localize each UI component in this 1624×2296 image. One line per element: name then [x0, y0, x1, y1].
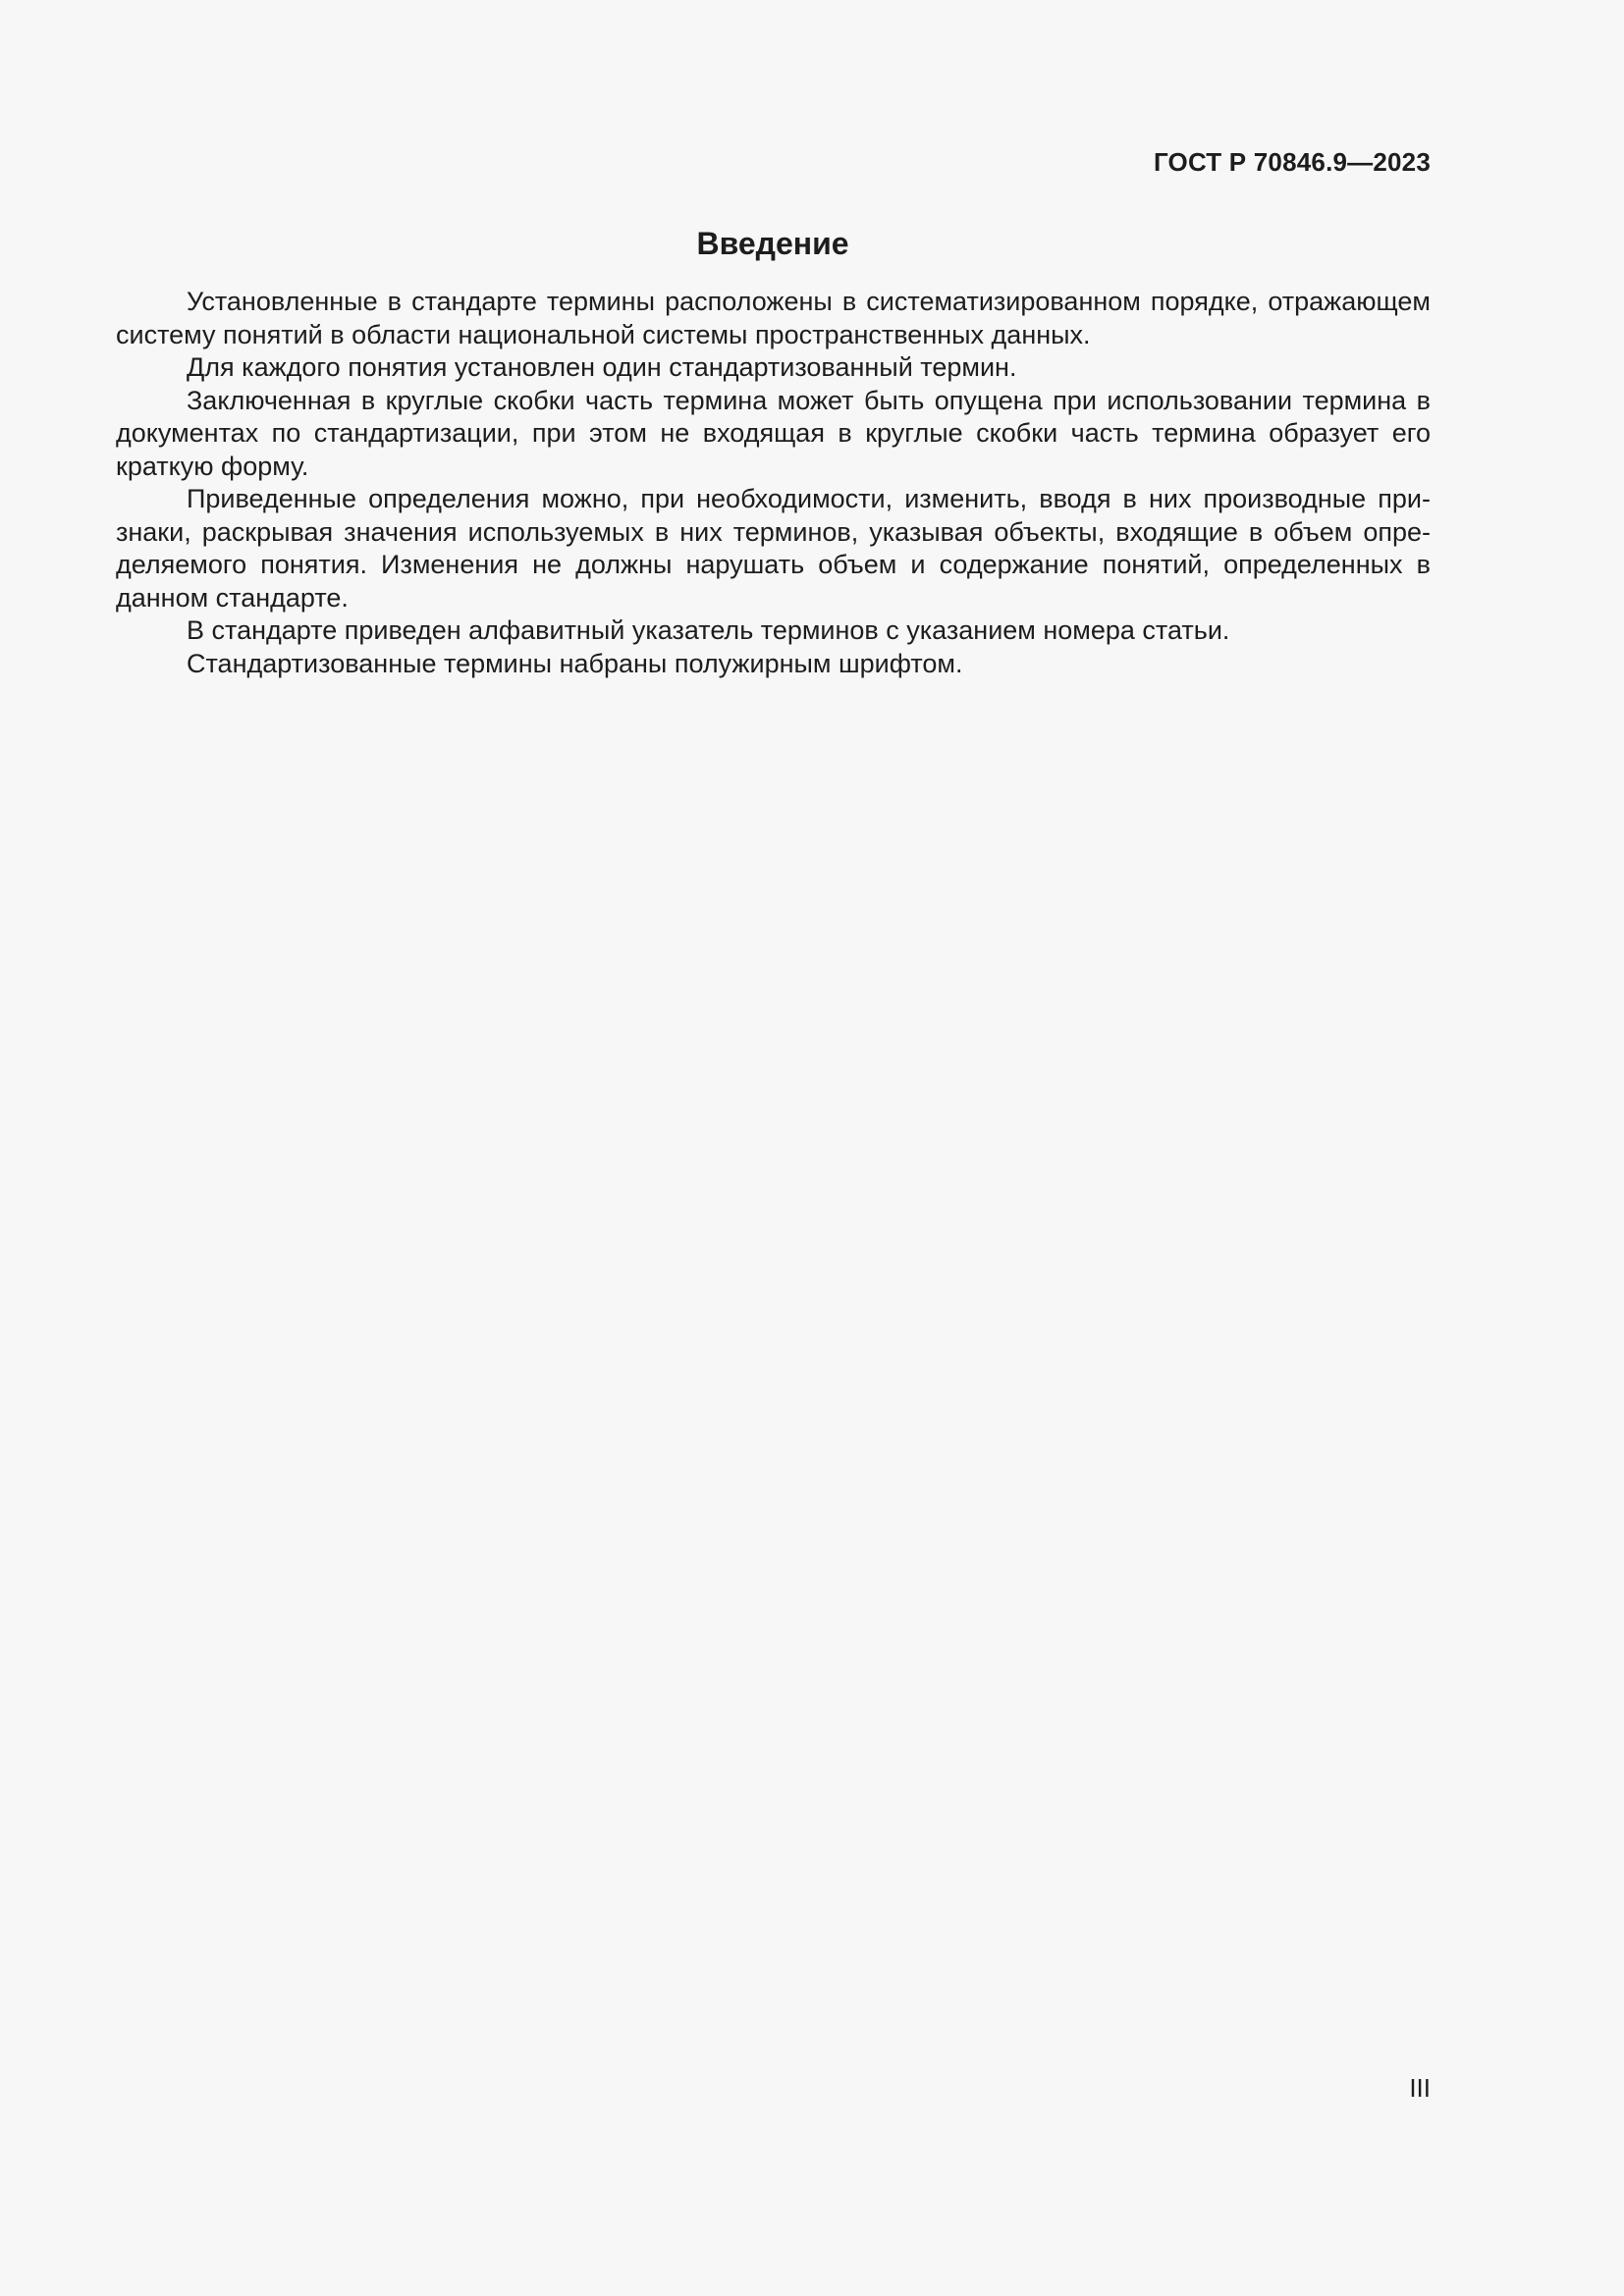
page-number: III: [1409, 2073, 1431, 2103]
paragraph: В стандарте приведен алфавитный указатель терминов с указанием номера статьи.: [187, 615, 1230, 645]
paragraph: Приведенные определения можно, при необходимости, изменить, вводя в них производные признаки, раскрывая значения используемых в них терминов, указывая объекты, входящие в объем определяемого понятия. Изменения не должны нарушать объем и содержание понятий, определенных в данном стандарте.: [116, 484, 1431, 613]
paragraph: Заключенная в круглые скобки часть термина может быть опущена при использовании термина в документах по стандартизации, при этом не входящая в круглые скобки часть термина образует его краткую форму.: [116, 385, 1431, 481]
paragraph: Установленные в стандарте термины расположены в систематизированном порядке, отражающем систему понятий в области национальной системы пространственных данных.: [116, 287, 1431, 349]
paragraph: Стандартизованные термины набраны полужирным шрифтом.: [187, 648, 963, 678]
paragraph: Для каждого понятия установлен один стандартизованный термин.: [187, 352, 1017, 382]
document-code: ГОСТ Р 70846.9—2023: [1153, 147, 1431, 177]
section-body: [116, 286, 1431, 680]
section-title: Введение: [696, 226, 849, 261]
